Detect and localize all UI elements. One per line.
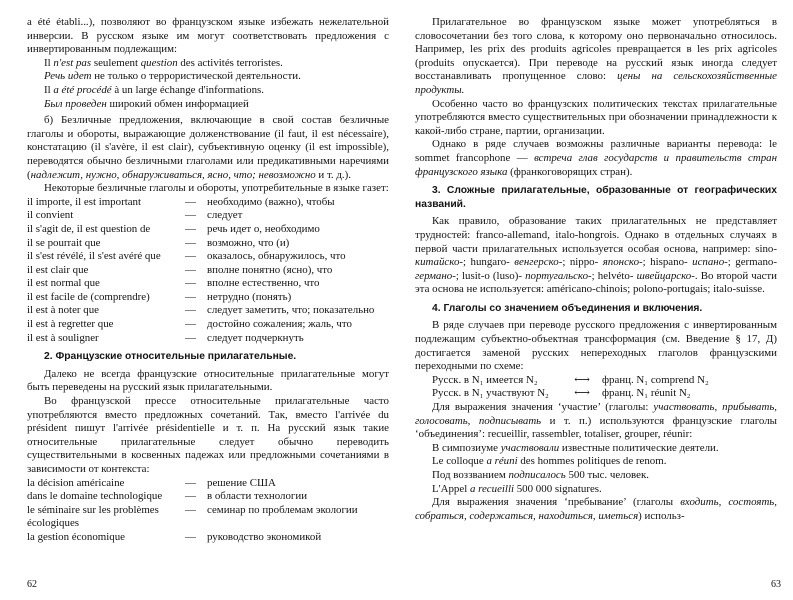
- table-row: [27, 332, 389, 346]
- russian-translation: руководство экономикой: [207, 530, 322, 543]
- table-row: [27, 223, 389, 237]
- dash: —: [185, 250, 196, 263]
- russian-translation: следует подчеркнуть: [207, 331, 304, 344]
- paragraph: Особенно часто во французских политических текстах прилагательные употребляются вместо существительных при обозначении принадлежности к какой-либо стране, партии, организации.: [415, 97, 777, 137]
- example-ru: Речь идет не только о террористической деятельности.: [44, 70, 301, 83]
- dash: —: [185, 318, 196, 331]
- page-number: 63: [771, 579, 781, 590]
- french-term: il est à souligner: [27, 331, 99, 344]
- right-text-column: [415, 16, 777, 523]
- section-heading: 4. Глаголы со значением объединения и включения.: [432, 302, 703, 314]
- french-term: il importe, il est important: [27, 195, 142, 208]
- russian-translation: следует: [207, 209, 243, 222]
- french-term: il se pourrait que: [27, 236, 101, 249]
- french-term: il s'agit de, il est question de: [27, 222, 151, 235]
- dash: —: [185, 263, 196, 276]
- table-row: [27, 504, 389, 531]
- dash: —: [185, 503, 196, 516]
- scheme-row: Русск. в N₁ имеется N₂ ⟷ франц. N₁ comprend N₂: [432, 373, 709, 386]
- left-text-column: [27, 16, 389, 545]
- dash: —: [185, 209, 196, 222]
- table-row: [27, 237, 389, 251]
- table-row: [27, 304, 389, 318]
- french-term: il convient: [27, 209, 74, 222]
- french-term: la décision américaine: [27, 476, 125, 489]
- french-term: dans le domaine technologique: [27, 490, 163, 503]
- double-arrow-icon: ⟷: [574, 387, 590, 400]
- page-number: 62: [27, 579, 37, 590]
- example-fr: L'Appel a recueilli 500 000 signatures.: [432, 482, 602, 495]
- example-ru: Был проведен широкий обмен информацией: [44, 97, 249, 110]
- paragraph: Далеко не всегда французские относительные прилагательные могут быть переведены на русский язык прилагательными.: [27, 367, 389, 394]
- table-row: [27, 250, 389, 264]
- example-fr: Il n'est pas seulement question des activités terroristes.: [44, 56, 283, 69]
- impersonal-verbs-table: [27, 196, 389, 346]
- russian-translation: следует заметить, что; показательно: [207, 304, 375, 317]
- example-ru: Под воззванием подписалось 500 тыс. человек.: [432, 469, 649, 481]
- table-row: [27, 531, 389, 545]
- table-row: [27, 291, 389, 305]
- russian-translation: вполне естественно, что: [207, 277, 320, 290]
- section-heading: 3. Сложные прилагательные, образованные от географических названий.: [415, 185, 777, 210]
- table-row: [27, 490, 389, 504]
- example-fr: Il a été procédé à un large échange d'informations.: [44, 83, 265, 96]
- table-row: [27, 318, 389, 332]
- paragraph: Как правило, образование таких прилагательных не представляет трудностей: franco-allemand, italo-hongrois. Однако в отдельных случаях в первой части прилагательных используется особая основа, например: sino-китайско-; hungaro- венгерско-; nippo- японско-; hispano- испано-; germano- германо-; lusit-o (luso)- португальско-; helvéto- швейцарско-. Во второй части эта основа не используется: américano-chinois; polono-portugais; italo-suisse.: [415, 215, 777, 296]
- table-row: [27, 277, 389, 291]
- table-row: [27, 196, 389, 210]
- russian-translation: решение США: [207, 476, 276, 489]
- paragraph: Для выражения значения ‘участие’ (глаголы: участвовать, прибывать, голосовать, подписывать и т. п.) используются французские глаголы ‘объединения’: recueillir, rassembler, totaliser, grouper, réunir:: [415, 401, 777, 441]
- paragraph: Некоторые безличные глаголы и обороты, употребительные в языке газет:: [44, 182, 389, 195]
- paragraph: Прилагательное во французском языке может употребляться в словосочетании без того слова, к которому оно первоначально относилось. Например, les prix des produits agricoles превращается в les prix agricoles (produits опускается). При переводе на русский язык иногда следует восстанавливать пропущенное слово: цены на сельскохозяйственные продукты.: [415, 16, 777, 96]
- french-term: il est à regretter que: [27, 318, 114, 331]
- russian-translation: нетрудно (понять): [207, 290, 292, 303]
- paragraph: Для выражения значения ‘пребывание’ (глаголы входить, состоять, собраться, содержаться, находиться, иметься) использ-: [415, 496, 777, 522]
- russian-translation: речь идет о, необходимо: [207, 222, 320, 235]
- table-row: [27, 477, 389, 491]
- dash: —: [185, 490, 196, 503]
- dash: —: [185, 331, 196, 344]
- french-term: il s'est révélé, il s'est avéré que: [27, 250, 161, 263]
- russian-translation: необходимо (важно), чтобы: [207, 195, 335, 208]
- adjective-examples-table: [27, 477, 389, 545]
- russian-translation: достойно сожаления; жаль, что: [207, 318, 352, 331]
- russian-translation: оказалось, обнаружилось, что: [207, 250, 346, 263]
- paragraph: В ряде случаев при переводе русского предложения с инвертированным подлежащим субъектно-объектная трансформация (см. Введение § 17, Д) достигается заменой русских непереходных глаголов французскими переходными по схеме:: [415, 319, 777, 373]
- french-term: il est normal que: [27, 277, 100, 290]
- french-term: la gestion économique: [27, 530, 125, 543]
- paragraph: Однако в ряде случаев возможны различные варианты перевода: le sommet francophone — встреча глав государств и правительств стран французского языка (франкоговорящих стран).: [415, 138, 777, 178]
- example-fr: Le colloque a réuni des hommes politiques de renom.: [432, 455, 667, 468]
- french-term: il est à noter que: [27, 304, 99, 317]
- table-row: [27, 264, 389, 278]
- dash: —: [185, 277, 196, 290]
- dash: —: [185, 222, 196, 235]
- russian-translation: семинар по проблемам экологии: [207, 503, 358, 516]
- dash: —: [185, 236, 196, 249]
- french-term: il est clair que: [27, 263, 89, 276]
- left-page: [0, 0, 396, 600]
- section-heading: 2. Французские относительные прилагательные.: [44, 351, 297, 363]
- dash: —: [185, 476, 196, 489]
- dash: —: [185, 195, 196, 208]
- right-page: [396, 0, 793, 600]
- french-term: il est facile de (comprendre): [27, 290, 150, 303]
- russian-translation: в области технологии: [207, 490, 308, 503]
- table-row: [27, 209, 389, 223]
- russian-translation: вполне понятно (ясно), что: [207, 263, 333, 276]
- paragraph: б) Безличные предложения, включающие в свой состав безличные глаголы и обороты, выражающие долженствование (il faut, il est nécessaire), констатацию (il s'avère, il est clair), субъективную оценку (il est impossible), переводятся обычно безличными глаголами или предикативными наречиями (надлежит, нужно, обнаруживаться, ясно, что; невозможно и т. д.).: [27, 114, 389, 181]
- paragraph: Во французской прессе относительные прилагательные часто употребляются вместо предложных сочетаний. Так, вместо l'arrivée du président пишут l'arrivée présidentielle и т. п. На русский язык такие относительные прилагательные следует обычно переводить существительными в косвенных падежах или предложными сочетаниями в зависимости от контекста:: [27, 395, 389, 475]
- dash: —: [185, 290, 196, 303]
- dash: —: [185, 530, 196, 543]
- double-arrow-icon: ⟷: [574, 373, 590, 386]
- scheme-row: Русск. в N₁ участвуют N₂ ⟷ франц. N₁ réunit N₂: [432, 387, 691, 400]
- dash: —: [185, 304, 196, 317]
- paragraph: a été établi...), позволяют во французском языке избежать нежелательной инверсии. В русском языке им могут соответствовать предложения с инвертированным подлежащим:: [27, 16, 389, 56]
- russian-translation: возможно, что (и): [207, 236, 290, 249]
- example-ru: В симпозиуме участвовали известные политические деятели.: [432, 441, 719, 454]
- french-term: le séminaire sur les problèmes écologiques: [27, 503, 159, 530]
